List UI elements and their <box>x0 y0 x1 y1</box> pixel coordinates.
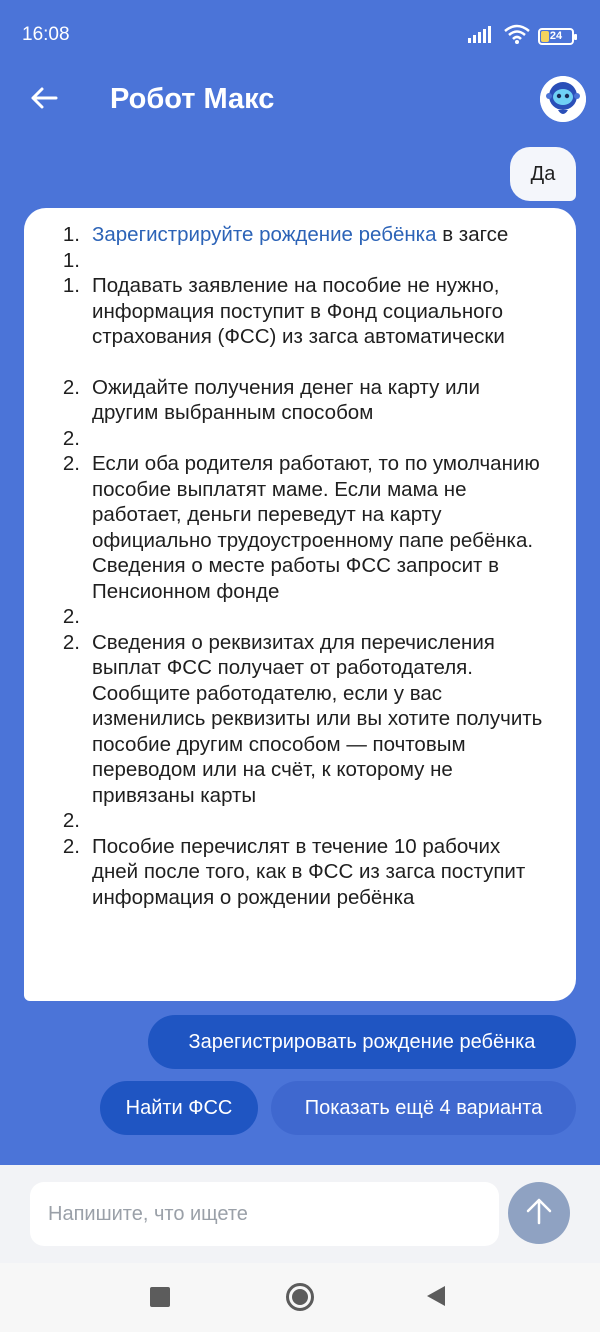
signal-icon <box>468 25 496 48</box>
status-icons <box>468 24 574 49</box>
input-bar <box>0 1165 600 1263</box>
list-item <box>62 222 550 248</box>
list-item <box>62 630 550 809</box>
battery-icon <box>538 28 574 45</box>
app-header <box>0 64 600 140</box>
list-text: Ожидайте получения денег на карту или другим выбранным способом <box>92 375 480 424</box>
list-item <box>62 273 550 350</box>
list-item <box>62 375 550 426</box>
list-item <box>62 834 550 911</box>
list-number: 2. <box>62 834 80 858</box>
send-button[interactable] <box>508 1182 570 1244</box>
battery-fill <box>541 31 549 42</box>
list-text-suffix: в загсе <box>436 223 509 246</box>
instruction-list <box>62 222 550 910</box>
list-text: Подавать заявление на пособие не нужно, информация поступит в Фонд социального страхования (ФСС) из загса автоматически <box>92 274 505 348</box>
register-birth-button[interactable]: Зарегистрировать рождение ребёнка <box>148 1015 576 1069</box>
list-number: 2. <box>62 630 80 654</box>
list-item <box>62 451 550 604</box>
list-item <box>62 248 550 274</box>
list-text: Пособие перечислят в течение 10 рабочих дней после того, как в ФСС из загса поступит информация о рождении ребёнка <box>92 834 526 909</box>
arrow-left-icon <box>30 86 58 115</box>
wifi-icon <box>504 24 530 49</box>
list-number: 1. <box>62 248 80 272</box>
list-text: Сведения о реквизитах для перечисления выплат ФСС получает от работодателя. Сообщите работодателю, если у вас изменились реквизиты или вы хотите получить пособие другим способом — почтовым переводом или на счёт, к которому не привязаны карты <box>92 630 543 807</box>
list-text: Если оба родителя работают, то по умолчанию пособие выплатят маме. Если мама не работает, деньги переведут на карту официально трудоустроенному папе ребёнка. Сведения о месте работы ФСС запросит в Пенсионном фонде <box>92 452 540 603</box>
bot-message-bubble <box>24 208 576 1001</box>
page-title: Робот Макс <box>110 83 275 115</box>
home-circle-icon[interactable] <box>286 1283 314 1311</box>
message-input[interactable] <box>30 1182 499 1246</box>
recents-square-icon[interactable] <box>150 1287 170 1307</box>
list-number: 2. <box>62 426 80 450</box>
home-circle-inner <box>292 1289 308 1305</box>
arrow-up-icon <box>524 1196 554 1231</box>
list-item <box>62 426 550 452</box>
system-nav-bar <box>0 1263 600 1332</box>
show-more-button[interactable]: Показать ещё 4 варианта <box>271 1081 576 1135</box>
user-message-bubble: Да <box>510 147 576 201</box>
list-number: 2. <box>62 452 80 475</box>
list-number: 2. <box>62 375 80 399</box>
battery-level: 24 <box>549 30 563 42</box>
list-number: 2. <box>62 809 80 832</box>
list-text <box>92 426 550 452</box>
register-birth-link[interactable]: Зарегистрируйте рождение ребёнка <box>92 223 437 246</box>
list-number: 1. <box>62 223 80 246</box>
list-text <box>92 604 550 630</box>
list-text <box>92 222 550 248</box>
list-number: 1. <box>62 274 80 297</box>
robot-avatar-icon[interactable] <box>540 76 586 122</box>
back-button[interactable] <box>22 78 66 122</box>
list-number: 2. <box>62 605 80 628</box>
list-text <box>92 808 550 834</box>
back-triangle-icon[interactable] <box>426 1285 446 1312</box>
status-bar <box>0 0 600 64</box>
find-fss-button[interactable]: Найти ФСС <box>100 1081 258 1135</box>
list-item <box>62 808 550 834</box>
list-text <box>92 248 550 274</box>
list-item <box>62 604 550 630</box>
status-time: 16:08 <box>22 24 70 45</box>
